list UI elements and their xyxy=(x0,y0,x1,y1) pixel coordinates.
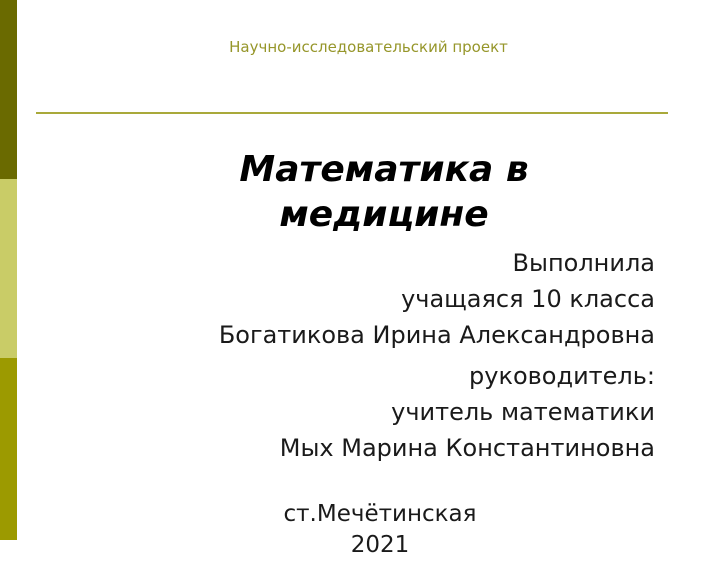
author-line-3: Богатикова Ирина Александровна xyxy=(218,321,655,349)
accent-bar-segment-dark xyxy=(0,0,17,179)
accent-bar-segment-light xyxy=(0,179,17,358)
footer-location: ст.Мечётинская xyxy=(283,501,477,527)
slide-title-line-1: Математика в xyxy=(239,149,529,190)
slide-subtitle: Научно-исследовательский проект xyxy=(229,38,508,56)
supervisor-line-2: учитель математики xyxy=(391,398,655,426)
credits-block xyxy=(60,245,655,466)
accent-bar xyxy=(0,0,17,540)
author-line-1: Выполнила xyxy=(512,249,655,277)
footer-block xyxy=(40,499,720,561)
footer-year: 2021 xyxy=(350,532,410,558)
supervisor-line-1: руководитель: xyxy=(469,362,655,390)
accent-bar-segment-mid xyxy=(0,358,17,540)
divider-line xyxy=(36,112,668,114)
slide-title xyxy=(76,147,692,237)
slide-title-line-2: медицине xyxy=(279,194,489,235)
supervisor-line-3: Мых Марина Константиновна xyxy=(279,434,655,462)
author-line-2: учащаяся 10 класса xyxy=(401,285,655,313)
